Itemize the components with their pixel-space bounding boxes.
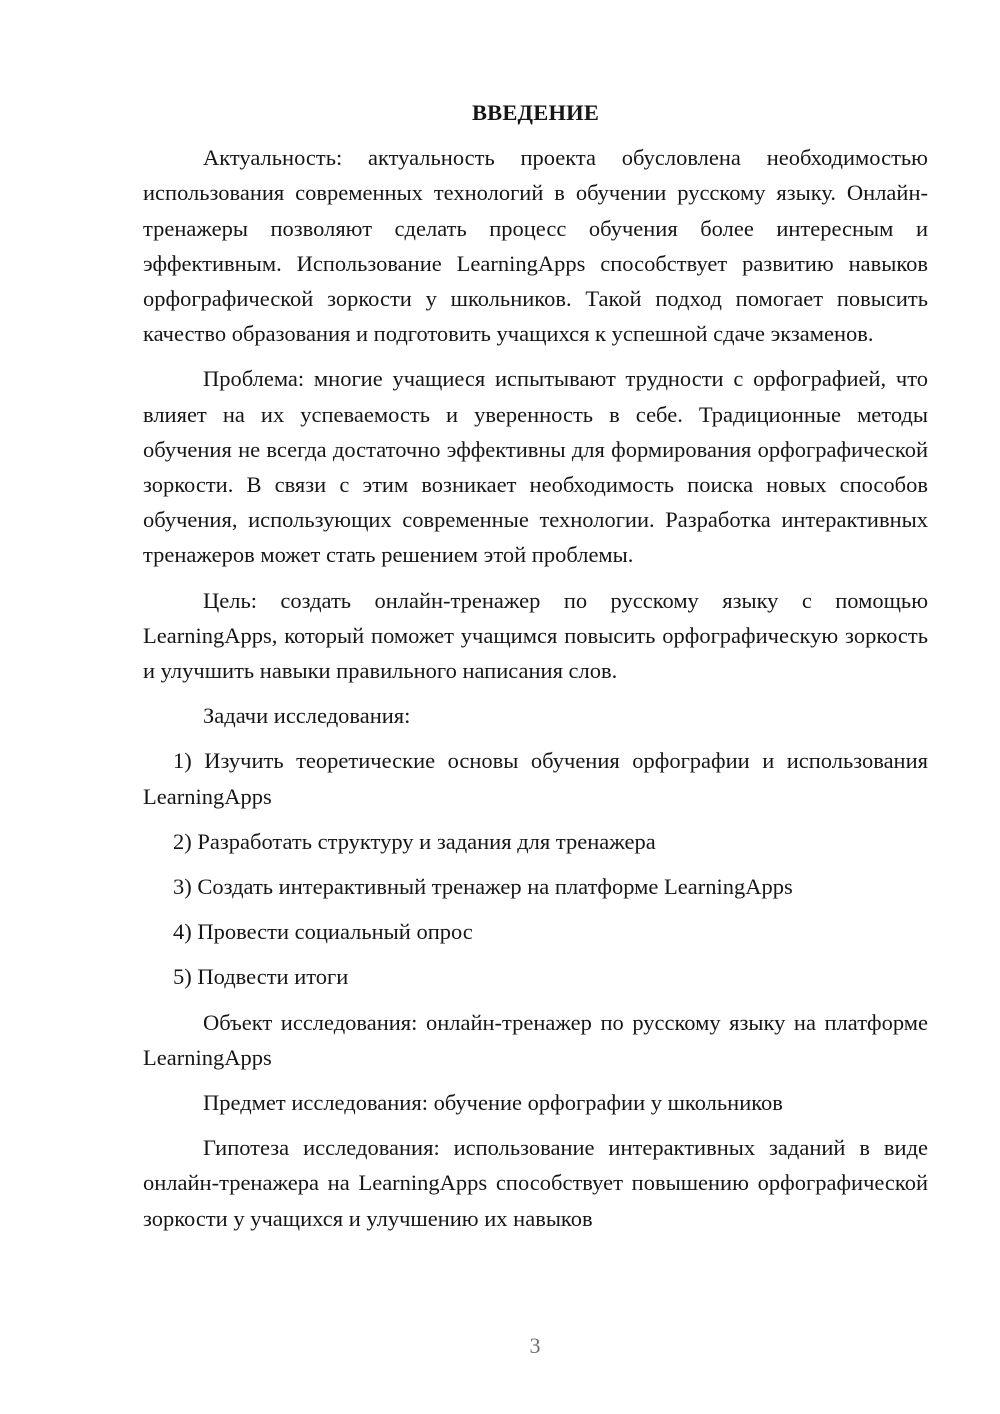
section-title: ВВЕДЕНИЕ [471,100,600,125]
paragraph-object: Объект исследования: онлайн-тренажер по русскому языку на платформе LearningApps [143,1009,928,1070]
task-item-1: 1) Изучить теоретические основы обучения орфографии и использования LearningApps [143,748,928,809]
paragraph-tasks-heading: Задачи исследования: [203,703,411,729]
task-item-4: 4) Провести социальный опрос [173,919,473,945]
paragraph-goal: Цель: создать онлайн-тренажер по русскому языку с помощью LearningApps, который поможет учащимся повысить орфографическую зоркость и улучшить навыки правильного написания слов. [143,587,928,684]
task-item-3: 3) Создать интерактивный тренажер на платформе LearningApps [173,874,793,900]
paragraph-subject: Предмет исследования: обучение орфографии у школьников [203,1090,783,1116]
page-number: 3 [529,1333,541,1358]
task-item-2: 2) Разработать структуру и задания для тренажера [173,828,656,854]
page-content [143,95,928,1246]
task-item-5: 5) Подвести итоги [173,964,349,990]
paragraph-hypothesis: Гипотеза исследования: использование интерактивных заданий в виде онлайн-тренажера на LearningApps способствует повышению орфографической зоркости у учащихся и улучшению их навыков [143,1135,928,1231]
paragraph-relevance: Актуальность: актуальность проекта обусловлена необходимостью использования современных технологий в обучении русскому языку. Онлайн-тренажеры позволяют сделать процесс обучения более интересным и эффективным. Использование LearningApps способствует развитию навыков орфографической зоркости у школьников. Такой подход помогает повысить качество образования и подготовить учащихся к успешной сдаче экзаменов. [143,145,928,347]
paragraph-problem: Проблема: многие учащиеся испытывают трудности с орфографией, что влияет на их успеваемость и уверенность в себе. Традиционные методы обучения не всегда достаточно эффективны для формирования орфографической зоркости. В связи с этим возникает необходимость поиска новых способов обучения, использующих современные технологии. Разработка интерактивных тренажеров может стать решением этой проблемы. [143,366,928,568]
